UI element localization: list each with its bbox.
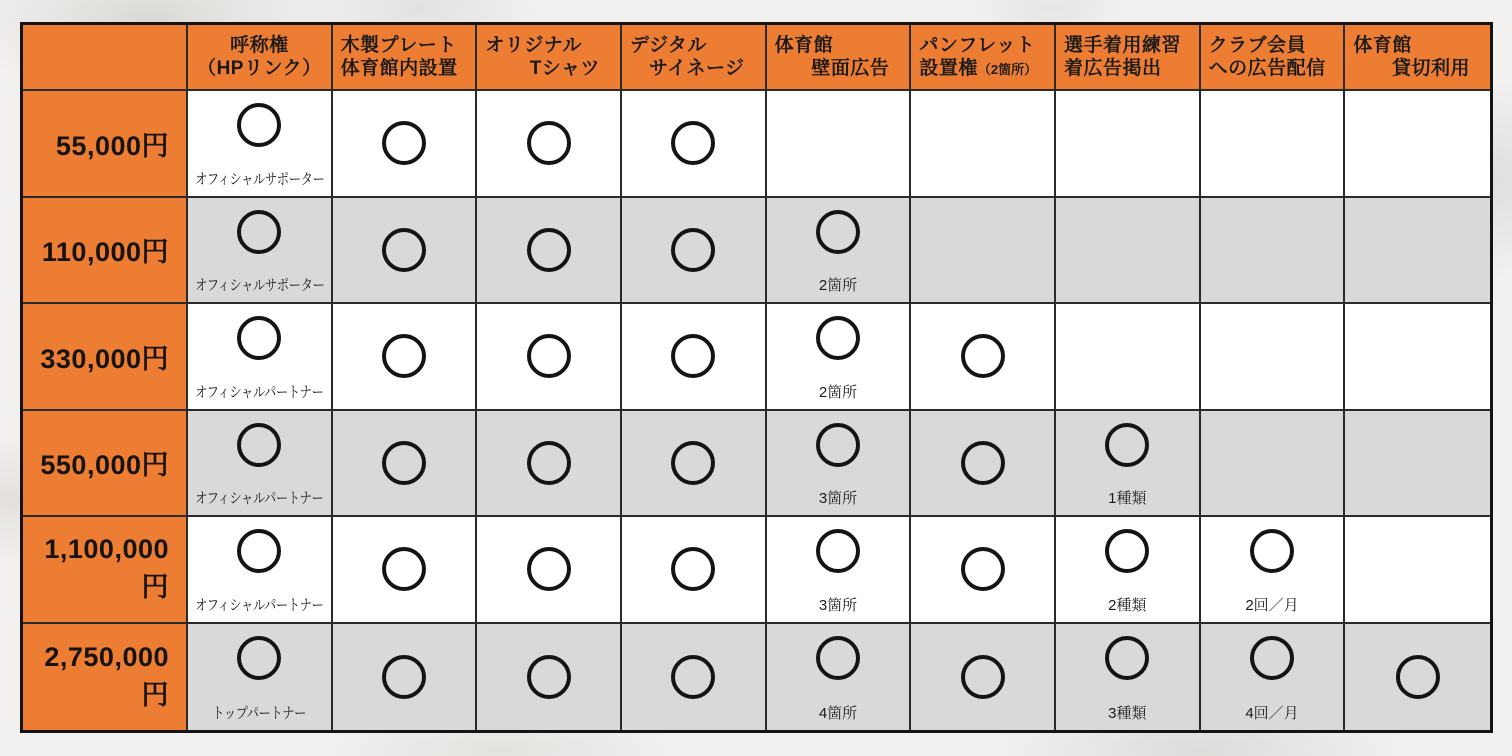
- cell-2750000-naming-rights: [188, 624, 333, 731]
- maru-circle-icon: [527, 547, 571, 591]
- cell-110000-naming-rights: [188, 198, 333, 305]
- cell-330000-wall-ad: [767, 304, 912, 411]
- cell-550000-original-tshirt: [477, 411, 622, 518]
- cell-55000-gym-rental: [1345, 91, 1490, 198]
- column-header-pamphlet-note: （2箇所）: [977, 62, 1038, 77]
- cell-1100000-wooden-plate: [333, 517, 478, 624]
- cell-1100000-gym-rental: [1345, 517, 1490, 624]
- cell-sublabel-330000-naming-rights: オフィシャルパートナー: [195, 383, 324, 401]
- cell-55000-naming-rights: [188, 91, 333, 198]
- cell-110000-practice-wear: [1056, 198, 1201, 305]
- cell-2750000-member-ads: [1201, 624, 1346, 731]
- row-price-55000: 55,000円: [23, 91, 188, 198]
- cell-110000-digital-signage: [622, 198, 767, 305]
- maru-circle-icon: [527, 121, 571, 165]
- maru-circle-icon: [1396, 655, 1440, 699]
- column-header-gym-rental-line1: 体育館: [1353, 34, 1412, 56]
- cell-55000-practice-wear: [1056, 91, 1201, 198]
- maru-circle-icon: [816, 423, 860, 467]
- maru-circle-icon: [237, 529, 281, 573]
- cell-550000-wooden-plate: [333, 411, 478, 518]
- column-header-pamphlet-line2: 設置権（2箇所）: [919, 58, 1038, 79]
- column-header-naming-rights: [188, 25, 333, 91]
- maru-circle-icon: [1105, 636, 1149, 680]
- column-header-member-ads-line2: への広告配信: [1208, 58, 1326, 79]
- cell-550000-naming-rights: [188, 411, 333, 518]
- cell-330000-member-ads: [1201, 304, 1346, 411]
- maru-circle-icon: [237, 103, 281, 147]
- column-header-gym-rental-line2: 貸切利用: [1391, 58, 1470, 79]
- row-price-330000: 330,000円: [23, 304, 188, 411]
- cell-550000-gym-rental: [1345, 411, 1490, 518]
- column-header-wooden-plate-line2: 体育館内設置: [340, 58, 458, 79]
- row-price-2750000: 2,750,000円: [23, 624, 188, 731]
- cell-110000-pamphlet: [911, 198, 1056, 305]
- cell-110000-wall-ad: [767, 198, 912, 305]
- maru-circle-icon: [527, 441, 571, 485]
- cell-330000-pamphlet: [911, 304, 1056, 411]
- column-header-original-tshirt-line2: Tシャツ: [529, 58, 600, 79]
- column-header-pamphlet-line1: パンフレット: [919, 34, 1036, 56]
- column-header-member-ads: [1201, 25, 1346, 91]
- maru-circle-icon: [961, 655, 1005, 699]
- maru-circle-icon: [382, 655, 426, 699]
- cell-550000-digital-signage: [622, 411, 767, 518]
- cell-1100000-wall-ad: [767, 517, 912, 624]
- column-header-member-ads-line1: クラブ会員: [1208, 34, 1307, 56]
- cell-550000-practice-wear: [1056, 411, 1201, 518]
- cell-330000-original-tshirt: [477, 304, 622, 411]
- maru-circle-icon: [961, 334, 1005, 378]
- cell-sublabel-330000-wall-ad: 2箇所: [818, 383, 858, 401]
- cell-sublabel-110000-wall-ad: 2箇所: [818, 277, 858, 294]
- column-header-naming-rights-line1: 呼称権: [230, 34, 289, 56]
- column-header-naming-rights-line2: （HPリンク）: [197, 58, 322, 79]
- maru-circle-icon: [1105, 529, 1149, 573]
- maru-circle-icon: [237, 636, 281, 680]
- maru-circle-icon: [671, 334, 715, 378]
- maru-circle-icon: [816, 316, 860, 360]
- cell-sublabel-1100000-wall-ad: 3箇所: [818, 596, 858, 614]
- maru-circle-icon: [1105, 423, 1149, 467]
- maru-circle-icon: [671, 655, 715, 699]
- column-header-pamphlet: [911, 25, 1056, 91]
- maru-circle-icon: [237, 423, 281, 467]
- column-header-gym-rental: [1345, 25, 1490, 91]
- column-header-wooden-plate: [333, 25, 478, 91]
- maru-circle-icon: [382, 547, 426, 591]
- maru-circle-icon: [382, 228, 426, 272]
- maru-circle-icon: [527, 228, 571, 272]
- maru-circle-icon: [816, 529, 860, 573]
- cell-2750000-pamphlet: [911, 624, 1056, 731]
- column-header-original-tshirt-line1: オリジナル: [485, 34, 582, 56]
- column-header-digital-signage-line2: サイネージ: [649, 58, 745, 79]
- cell-55000-member-ads: [1201, 91, 1346, 198]
- cell-110000-gym-rental: [1345, 198, 1490, 305]
- header-corner-cell: [23, 25, 188, 91]
- cell-550000-pamphlet: [911, 411, 1056, 518]
- row-price-110000: 110,000円: [23, 198, 188, 305]
- maru-circle-icon: [671, 228, 715, 272]
- maru-circle-icon: [382, 441, 426, 485]
- cell-sublabel-55000-naming-rights: オフィシャルサポーター: [194, 170, 324, 188]
- cell-330000-gym-rental: [1345, 304, 1490, 411]
- cell-2750000-practice-wear: [1056, 624, 1201, 731]
- maru-circle-icon: [237, 316, 281, 360]
- maru-circle-icon: [671, 547, 715, 591]
- column-header-practice-wear: [1056, 25, 1201, 91]
- column-header-digital-signage: [622, 25, 767, 91]
- maru-circle-icon: [527, 334, 571, 378]
- cell-55000-wooden-plate: [333, 91, 478, 198]
- cell-55000-original-tshirt: [477, 91, 622, 198]
- cell-sublabel-550000-naming-rights: オフィシャルパートナー: [195, 490, 324, 507]
- cell-sublabel-1100000-practice-wear: 2種類: [1108, 596, 1147, 614]
- cell-2750000-wall-ad: [767, 624, 912, 731]
- column-header-practice-wear-line2: 着広告掲出: [1064, 58, 1162, 79]
- sponsorship-benefits-table: [20, 22, 1493, 733]
- column-header-wooden-plate-line1: 木製プレート: [340, 34, 457, 56]
- maru-circle-icon: [961, 441, 1005, 485]
- maru-circle-icon: [671, 121, 715, 165]
- cell-1100000-practice-wear: [1056, 517, 1201, 624]
- column-header-practice-wear-line1: 選手着用練習: [1064, 34, 1182, 56]
- maru-circle-icon: [961, 547, 1005, 591]
- maru-circle-icon: [816, 636, 860, 680]
- cell-sublabel-550000-practice-wear: 1種類: [1108, 490, 1147, 507]
- cell-sublabel-110000-naming-rights: オフィシャルサポーター: [194, 277, 324, 294]
- cell-1100000-original-tshirt: [477, 517, 622, 624]
- maru-circle-icon: [816, 210, 860, 254]
- cell-55000-digital-signage: [622, 91, 767, 198]
- maru-circle-icon: [382, 334, 426, 378]
- maru-circle-icon: [237, 210, 281, 254]
- cell-sublabel-2750000-member-ads: 4回／月: [1245, 705, 1299, 722]
- cell-550000-member-ads: [1201, 411, 1346, 518]
- cell-330000-wooden-plate: [333, 304, 478, 411]
- cell-2750000-digital-signage: [622, 624, 767, 731]
- cell-110000-member-ads: [1201, 198, 1346, 305]
- cell-sublabel-2750000-wall-ad: 4箇所: [818, 705, 858, 722]
- cell-2750000-original-tshirt: [477, 624, 622, 731]
- cell-1100000-naming-rights: [188, 517, 333, 624]
- cell-sublabel-1100000-member-ads: 2回／月: [1245, 596, 1299, 614]
- column-header-original-tshirt: [477, 25, 622, 91]
- row-price-550000: 550,000円: [23, 411, 188, 518]
- cell-1100000-member-ads: [1201, 517, 1346, 624]
- column-header-wall-ad-line1: 体育館: [774, 34, 834, 56]
- cell-330000-naming-rights: [188, 304, 333, 411]
- cell-330000-practice-wear: [1056, 304, 1201, 411]
- cell-1100000-pamphlet: [911, 517, 1056, 624]
- maru-circle-icon: [1250, 636, 1294, 680]
- cell-sublabel-2750000-naming-rights: トップパートナー: [212, 705, 307, 722]
- column-header-wall-ad: [767, 25, 912, 91]
- cell-55000-pamphlet: [911, 91, 1056, 198]
- cell-2750000-gym-rental: [1345, 624, 1490, 731]
- cell-sublabel-550000-wall-ad: 3箇所: [818, 490, 858, 507]
- maru-circle-icon: [382, 121, 426, 165]
- cell-sublabel-1100000-naming-rights: オフィシャルパートナー: [195, 596, 324, 614]
- cell-330000-digital-signage: [622, 304, 767, 411]
- cell-110000-original-tshirt: [477, 198, 622, 305]
- cell-1100000-digital-signage: [622, 517, 767, 624]
- row-price-1100000: 1,100,000円: [23, 517, 188, 624]
- maru-circle-icon: [1250, 529, 1294, 573]
- cell-sublabel-2750000-practice-wear: 3種類: [1108, 705, 1147, 722]
- column-header-digital-signage-line1: デジタル: [630, 34, 707, 56]
- column-header-wall-ad-line2: 壁面広告: [811, 58, 890, 79]
- cell-550000-wall-ad: [767, 411, 912, 518]
- cell-110000-wooden-plate: [333, 198, 478, 305]
- maru-circle-icon: [527, 655, 571, 699]
- cell-2750000-wooden-plate: [333, 624, 478, 731]
- maru-circle-icon: [671, 441, 715, 485]
- cell-55000-wall-ad: [767, 91, 912, 198]
